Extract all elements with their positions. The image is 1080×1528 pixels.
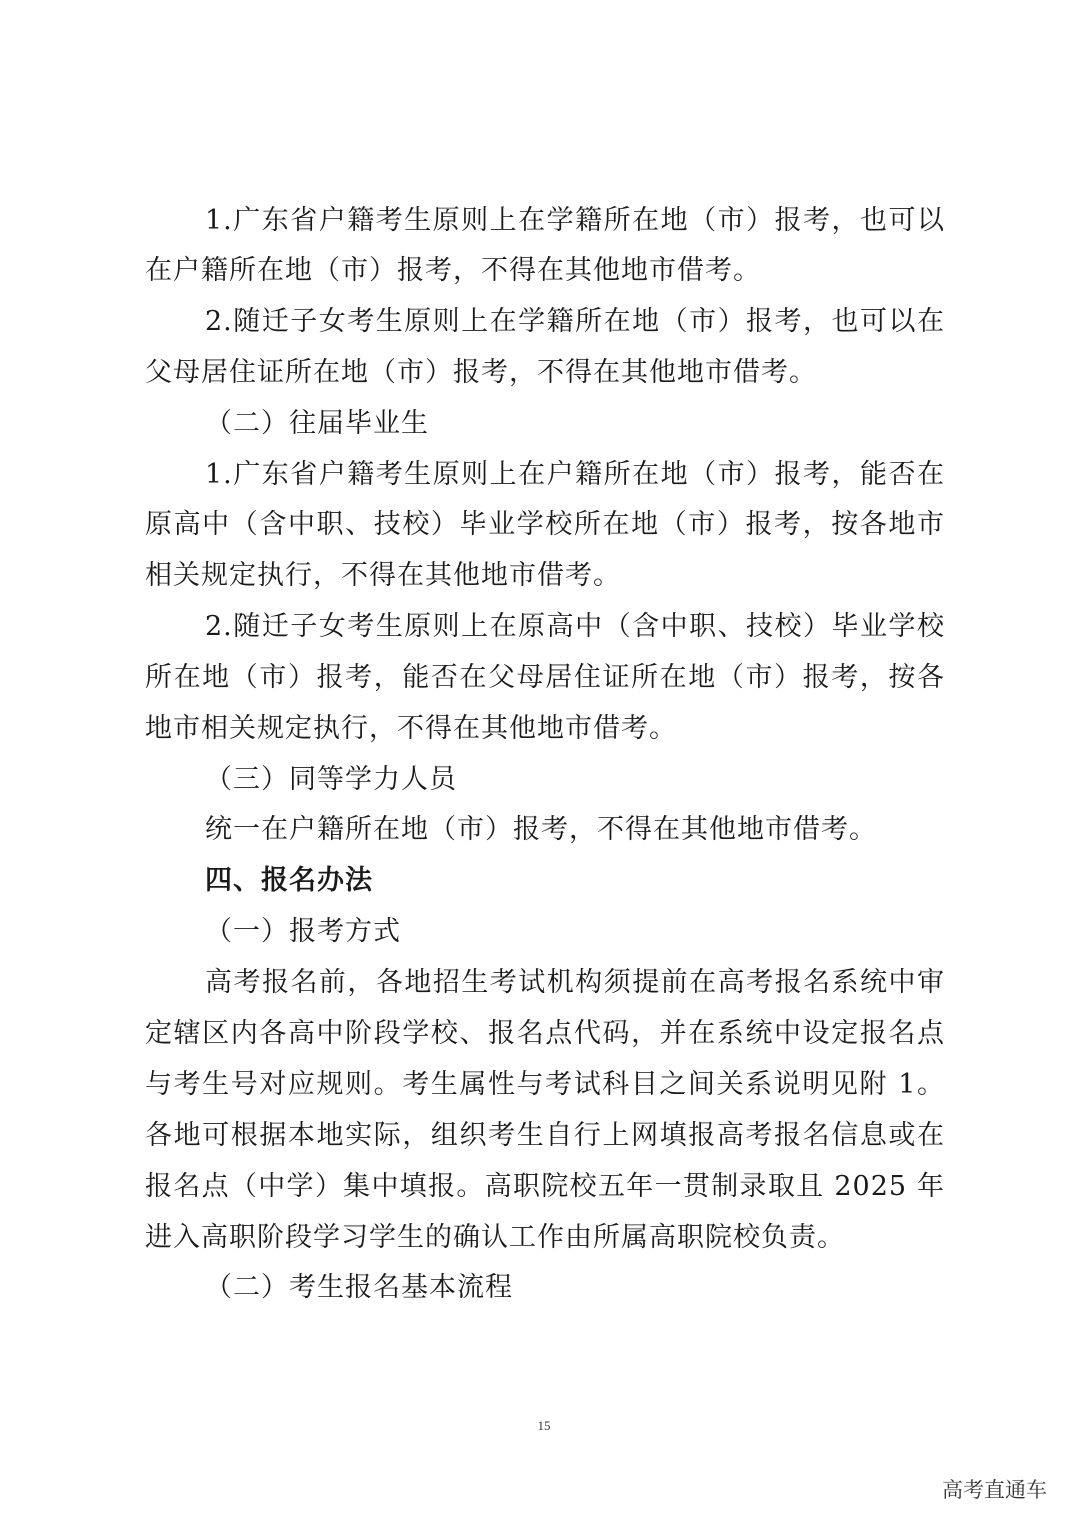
section-heading: （一）报考方式 <box>205 916 401 947</box>
paragraph-line: 在户籍所在地（市）报考，不得在其他地市借考。 <box>145 255 761 286</box>
paragraph-line: 原高中（含中职、技校）毕业学校所在地（市）报考，按各地市 <box>145 509 945 540</box>
paragraph-line: 相关规定执行，不得在其他地市借考。 <box>145 560 621 591</box>
paragraph-line: 2.随迁子女考生原则上在学籍所在地（市）报考，也可以在 <box>205 306 945 337</box>
paragraph-line: 报名点（中学）集中填报。高职院校五年一贯制录取且 2025 年 <box>145 1171 945 1202</box>
paragraph-line: 定辖区内各高中阶段学校、报名点代码，并在系统中设定报名点 <box>145 1018 945 1049</box>
paragraph-line: 2.随迁子女考生原则上在原高中（含中职、技校）毕业学校 <box>205 611 945 642</box>
paragraph-line: 与考生号对应规则。考生属性与考试科目之间关系说明见附 1。 <box>145 1069 945 1100</box>
paragraph-line: 各地可根据本地实际，组织考生自行上网填报高考报名信息或在 <box>145 1120 945 1151</box>
watermark: 高考直通车 <box>942 1478 1047 1502</box>
paragraph-line: 1.广东省户籍考生原则上在学籍所在地（市）报考，也可以 <box>205 205 945 236</box>
paragraph-line: 父母居住证所在地（市）报考，不得在其他地市借考。 <box>145 357 817 388</box>
paragraph-line: 地市相关规定执行，不得在其他地市借考。 <box>145 713 677 744</box>
paragraph-line: 进入高职阶段学习学生的确认工作由所属高职院校负责。 <box>145 1222 845 1253</box>
chapter-heading: 四、报名办法 <box>205 865 373 896</box>
paragraph-line: 1.广东省户籍考生原则上在户籍所在地（市）报考，能否在 <box>205 459 945 490</box>
paragraph-line: 统一在户籍所在地（市）报考，不得在其他地市借考。 <box>205 814 877 845</box>
paragraph-line: 高考报名前，各地招生考试机构须提前在高考报名系统中审 <box>205 967 945 998</box>
section-heading: （三）同等学力人员 <box>205 764 457 795</box>
paragraph-line: 所在地（市）报考，能否在父母居住证所在地（市）报考，按各 <box>145 662 945 693</box>
section-heading: （二）往届毕业生 <box>205 408 429 439</box>
page-number: 15 <box>537 1418 551 1433</box>
section-heading: （二）考生报名基本流程 <box>205 1272 513 1303</box>
